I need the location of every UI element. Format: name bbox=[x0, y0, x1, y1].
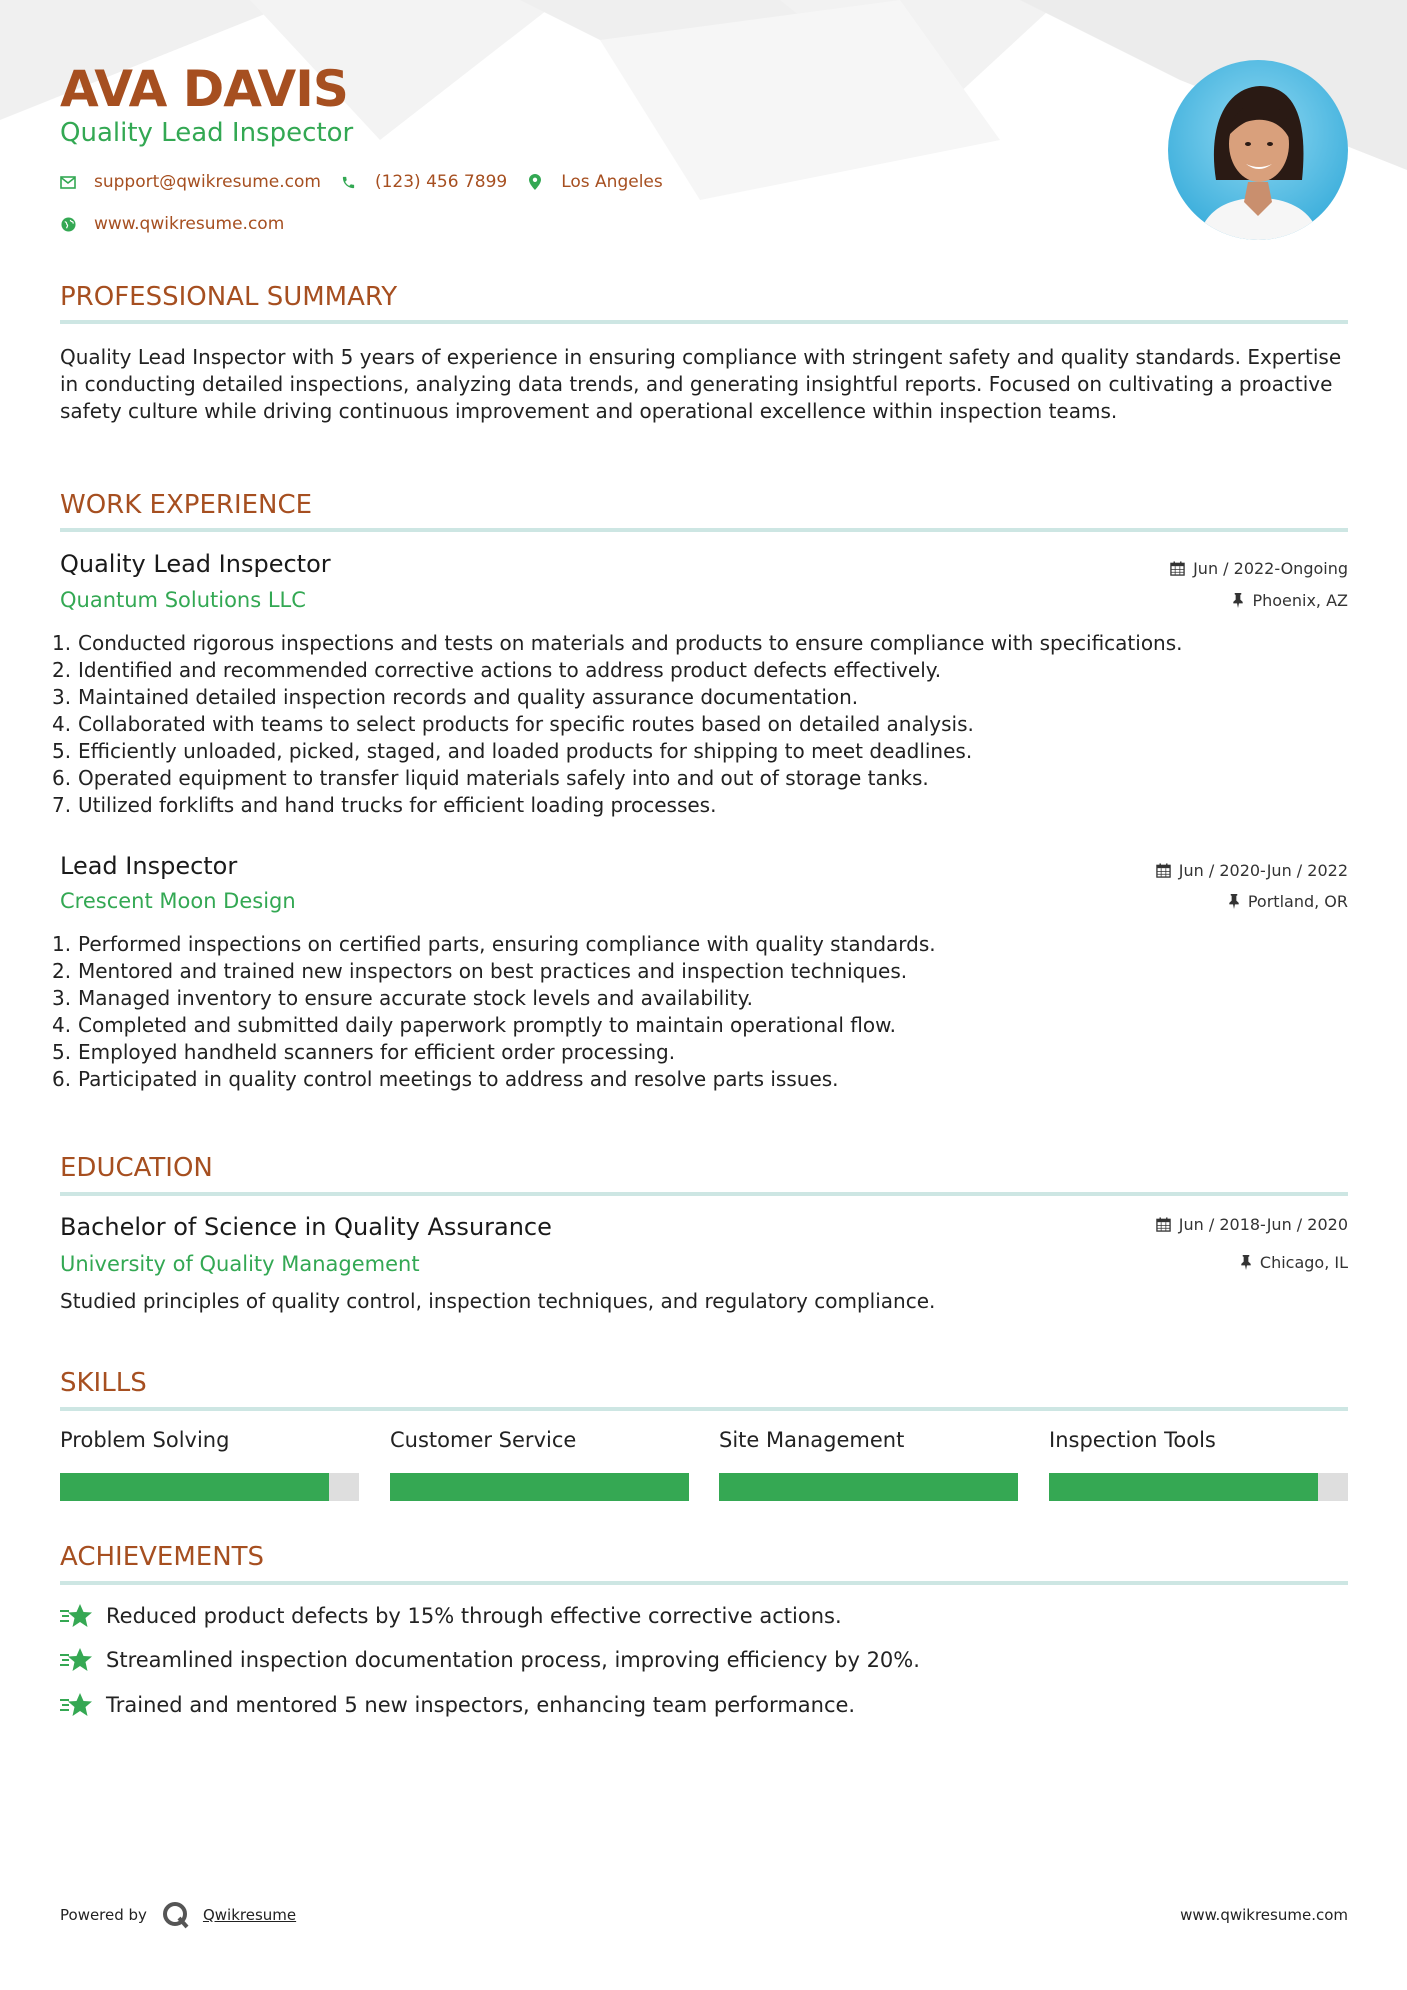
section-divider bbox=[60, 528, 1348, 532]
section-title-experience: WORK EXPERIENCE bbox=[60, 490, 313, 520]
achievement-item bbox=[60, 1692, 855, 1718]
job-title: Lead Inspector bbox=[60, 852, 238, 880]
skill-label: Problem Solving bbox=[60, 1428, 230, 1452]
map-pin-icon bbox=[527, 174, 543, 190]
pushpin-icon bbox=[1240, 1255, 1252, 1270]
job-location bbox=[1228, 892, 1348, 911]
school-name: University of Quality Management bbox=[60, 1252, 420, 1276]
powered-by-label: Powered by bbox=[60, 1906, 147, 1924]
skill-bar-fill bbox=[1049, 1473, 1318, 1501]
achievement-item bbox=[60, 1603, 842, 1629]
contact-row-website bbox=[60, 214, 304, 234]
section-title-skills: SKILLS bbox=[60, 1368, 147, 1398]
list-item: 6. Participated in quality control meetings to address and resolve parts issues. bbox=[52, 1067, 839, 1091]
achievement-text: Streamlined inspection documentation process, improving efficiency by 20%. bbox=[106, 1648, 920, 1672]
list-item: 1. Performed inspections on certified parts, ensuring compliance with quality standards. bbox=[52, 932, 936, 956]
skill-bar bbox=[60, 1473, 359, 1501]
candidate-name: AVA DAVIS bbox=[60, 60, 348, 118]
star-icon bbox=[60, 1603, 94, 1629]
star-icon bbox=[60, 1692, 94, 1718]
brand-link[interactable]: Qwikresume bbox=[202, 1906, 297, 1924]
pushpin-icon bbox=[1232, 593, 1244, 608]
achievement-text: Reduced product defects by 15% through effective corrective actions. bbox=[106, 1604, 842, 1628]
skill-bar bbox=[1049, 1473, 1348, 1501]
envelope-icon bbox=[60, 174, 76, 190]
job-location bbox=[1232, 591, 1348, 610]
footer-powered-by bbox=[60, 1900, 296, 1930]
job-location-text: Phoenix, AZ bbox=[1252, 591, 1348, 610]
skill-bar bbox=[390, 1473, 689, 1501]
company-name: Quantum Solutions LLC bbox=[60, 588, 306, 612]
profile-photo bbox=[1168, 60, 1348, 240]
list-item: 2. Mentored and trained new inspectors on best practices and inspection techniques. bbox=[52, 959, 908, 983]
skill-label: Inspection Tools bbox=[1049, 1428, 1216, 1452]
education-location bbox=[1240, 1253, 1348, 1272]
phone-number[interactable]: (123) 456 7899 bbox=[374, 172, 508, 192]
list-item: 4. Collaborated with teams to select products for specific routes based on detailed analysis. bbox=[52, 712, 974, 736]
section-title-education: EDUCATION bbox=[60, 1153, 213, 1183]
phone-icon bbox=[341, 174, 357, 190]
calendar-icon bbox=[1156, 1217, 1171, 1232]
calendar-icon bbox=[1170, 561, 1185, 576]
job-responsibilities bbox=[52, 630, 1352, 819]
skill-bar bbox=[719, 1473, 1018, 1501]
skill-item bbox=[60, 1428, 359, 1452]
skill-item bbox=[1049, 1428, 1348, 1452]
list-item: 4. Completed and submitted daily paperwork promptly to maintain operational flow. bbox=[52, 1013, 896, 1037]
list-item: 7. Utilized forklifts and hand trucks for efficient loading processes. bbox=[52, 793, 717, 817]
skill-bar-fill bbox=[390, 1473, 689, 1501]
achievement-text: Trained and mentored 5 new inspectors, enhancing team performance. bbox=[106, 1693, 856, 1717]
education-dates bbox=[1156, 1215, 1348, 1234]
list-item: 6. Operated equipment to transfer liquid materials safely into and out of storage tanks. bbox=[52, 766, 929, 790]
job-location-text: Portland, OR bbox=[1247, 892, 1348, 911]
star-icon bbox=[60, 1647, 94, 1673]
section-divider bbox=[60, 1192, 1348, 1196]
list-item: 5. Efficiently unloaded, picked, staged, and loaded products for shipping to meet deadlines. bbox=[52, 739, 973, 763]
email-link[interactable]: support@qwikresume.com bbox=[94, 172, 321, 192]
education-dates-text: Jun / 2018-Jun / 2020 bbox=[1178, 1215, 1348, 1234]
job-title: Quality Lead Inspector bbox=[60, 550, 331, 578]
qwikresume-logo-icon bbox=[161, 1900, 191, 1930]
education-description: Studied principles of quality control, inspection techniques, and regulatory compliance. bbox=[60, 1289, 936, 1313]
contact-row bbox=[60, 172, 683, 192]
summary-text: Quality Lead Inspector with 5 years of experience in ensuring compliance with stringent safety and quality standards. Expertise in conducting detailed inspections, analyzing data trends, and generating insightful reports. Focused on cultivating a proactive safety culture while driving continuous improvement and operational excellence within inspection teams. bbox=[60, 345, 1342, 423]
section-divider bbox=[60, 1581, 1348, 1585]
list-item: 3. Maintained detailed inspection records and quality assurance documentation. bbox=[52, 685, 859, 709]
company-name: Crescent Moon Design bbox=[60, 889, 296, 913]
list-item: 1. Conducted rigorous inspections and tests on materials and products to ensure compliance with specifications. bbox=[52, 631, 1183, 655]
candidate-title: Quality Lead Inspector bbox=[60, 118, 354, 148]
job-dates-text: Jun / 2022-Ongoing bbox=[1193, 559, 1348, 578]
list-item: 5. Employed handheld scanners for efficient order processing. bbox=[52, 1040, 676, 1064]
achievement-item bbox=[60, 1647, 920, 1673]
section-title-summary: PROFESSIONAL SUMMARY bbox=[60, 282, 398, 312]
section-title-achievements: ACHIEVEMENTS bbox=[60, 1542, 265, 1572]
skill-label: Site Management bbox=[719, 1428, 905, 1452]
education-location-text: Chicago, IL bbox=[1259, 1253, 1348, 1272]
skill-item bbox=[390, 1428, 689, 1452]
website-link[interactable]: www.qwikresume.com bbox=[94, 214, 285, 234]
job-responsibilities bbox=[52, 931, 1352, 1093]
skill-label: Customer Service bbox=[390, 1428, 577, 1452]
skill-bar-fill bbox=[719, 1473, 1018, 1501]
location-text: Los Angeles bbox=[561, 172, 663, 192]
skill-bar-fill bbox=[60, 1473, 329, 1501]
job-dates bbox=[1156, 861, 1348, 880]
job-dates bbox=[1170, 559, 1348, 578]
skill-item bbox=[719, 1428, 1018, 1452]
list-item: 3. Managed inventory to ensure accurate stock levels and availability. bbox=[52, 986, 753, 1010]
list-item: 2. Identified and recommended corrective actions to address product defects effectively. bbox=[52, 658, 942, 682]
globe-icon bbox=[60, 216, 76, 232]
section-divider bbox=[60, 320, 1348, 324]
pushpin-icon bbox=[1228, 894, 1240, 909]
footer-website[interactable]: www.qwikresume.com bbox=[1180, 1906, 1348, 1924]
section-divider bbox=[60, 1407, 1348, 1411]
calendar-icon bbox=[1156, 863, 1171, 878]
job-dates-text: Jun / 2020-Jun / 2022 bbox=[1178, 861, 1348, 880]
degree-title: Bachelor of Science in Quality Assurance bbox=[60, 1213, 552, 1241]
